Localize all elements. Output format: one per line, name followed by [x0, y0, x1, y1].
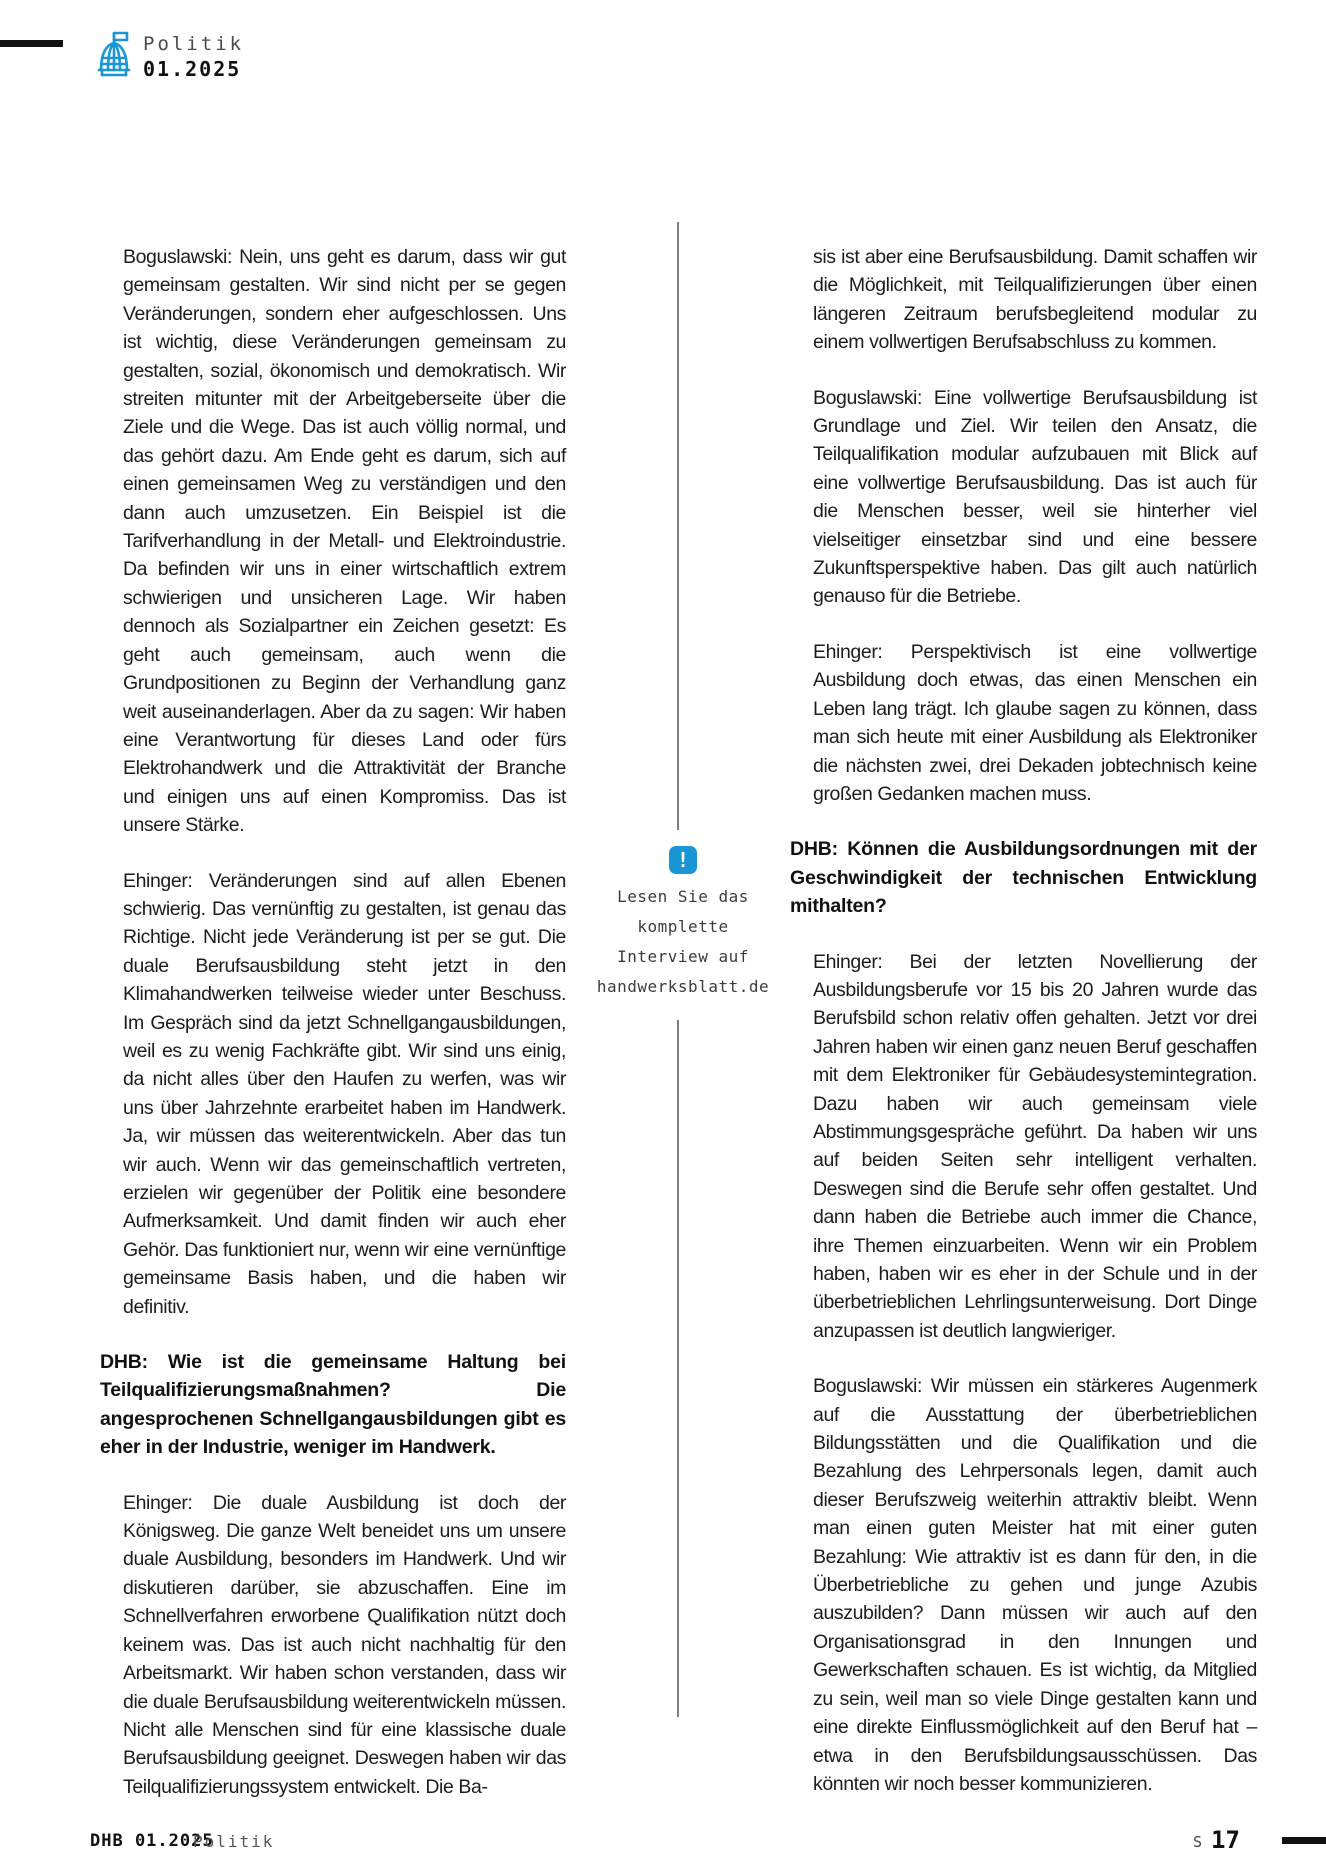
interview-answer: Ehinger: Perspektivisch ist eine vollwertige Ausbildung doch etwas, das einen Menschen ein Leben lang trägt. Ich glaube sagen zu können, dass man sich heute mit einer Ausbildung als Elektroniker die nächsten zwei, drei Dekaden jobtechnisch keine großen Gedanken machen muss. — [813, 640, 1257, 805]
gutter-rule-top — [677, 222, 679, 830]
exclamation-icon: ! — [669, 846, 697, 874]
callout-line: komplette — [637, 917, 729, 936]
callout-link: handwerksblatt.de — [596, 977, 770, 996]
info-callout — [575, 846, 791, 1002]
footer-section-label: Politik — [193, 1832, 275, 1851]
interview-answer: Boguslawski: Nein, uns geht es darum, dass wir gut gemeinsam gestalten. Wir sind nicht per se gegen Veränderungen, sondern eher aufgeschlossen. Uns ist wichtig, diese Veränderungen gemeinsam zu gestalten, sozial, ökonomisch und demokratisch. Wir streiten mitunter mit der Arbeitgeberseite über die Ziele und die Wege. Das ist auch völlig normal, und das gehört dazu. Am Ende geht es darum, sich auf einen gemeinsamen Weg zu verständigen und den dann auch umzusetzen. Ein Beispiel ist die Tarifverhandlung in der Metall- und Elektroindustrie. Da befinden wir uns in einer wirtschaftlich extrem schwierigen und unsicheren Lage. Wir haben dennoch als Sozialpartner ein Zeichen gesetzt: Es geht auch gemeinsam, auch wenn die Grundpositionen zu Beginn der Verhandlung ganz weit auseinanderlagen. Aber da zu sagen: Wir haben eine Verantwortung für dieses Land oder fürs Elektrohandwerk und die Attraktivität der Branche und einigen uns auf einen Kompromiss. Das ist unsere Stärke. — [123, 246, 566, 837]
gutter-rule-bottom — [677, 1020, 679, 1717]
header-section-label: Politik — [143, 33, 245, 55]
reichstag-dome-icon — [94, 30, 136, 78]
callout-line: Interview auf — [617, 947, 749, 966]
footer-issue-label: DHB 01.2025 — [90, 1831, 214, 1851]
page-number: 17 — [1211, 1826, 1240, 1854]
bottom-right-rule — [1282, 1837, 1326, 1844]
header-issue-label: 01.2025 — [143, 57, 242, 81]
interview-answer: Ehinger: Veränderungen sind auf allen Ebenen schwierig. Das vernünftig zu gestalten, ist genau das Richtige. Nicht jede Veränderung ist per se gut. Die duale Berufsausbildung steht jetzt in den Klimahandwerken teilweise wieder unter Beschuss. Im Gespräch sind da jetzt Schnellgangausbildungen, weil es zu wenig Fachkräfte gibt. Wir sind uns einig, da nicht alles über den Haufen zu werfen, was wir uns über Jahrzehnte erarbeitet haben im Handwerk. Ja, wir müssen das weiterentwickeln. Aber das tun wir auch. Wenn wir das gemeinschaftlich vertreten, erzielen wir gegenüber der Politik eine besondere Aufmerksamkeit. Und damit finden wir auch eher Gehör. Das funktioniert nur, wenn wir eine vernünftige gemeinsame Basis haben, und die haben wir definitiv. — [123, 869, 566, 1318]
interview-answer: Ehinger: Bei der letzten Novellierung der Ausbildungsberufe vor 15 bis 20 Jahren wurde das Berufsbild schon relativ offen gehalten. Jetzt vor drei Jahren haben wir einen ganz neuen Beruf geschaffen mit dem Elektroniker für Gebäudesystemintegration. Dazu haben wir auch gemeinsam viele Abstimmungsgespräche geführt. Da haben wir uns auf beiden Seiten sehr intelligent verhalten. Deswegen sind die Berufe sehr offen gestaltet. Und dann haben die Betriebe auch immer die Chance, ihre Themen einzuarbeiten. Wenn wir ein Problem haben, haben wir es eher in der Schule und in der überbetrieblichen Lehrlingsunterweisung. Dort Dinge anzupassen ist deutlich langwieriger. — [813, 950, 1257, 1342]
interview-question: DHB: Können die Ausbildungsordnungen mit der Geschwindigkeit der technischen Entwicklung mithalten? — [790, 838, 1257, 918]
interview-answer: Ehinger: Die duale Ausbildung ist doch der Königsweg. Die ganze Welt beneidet uns um unsere duale Ausbildung, besonders im Handwerk. Und wir diskutieren darüber, sie abzuschaffen. Eine im Schnellverfahren erworbene Qualifikation nützt doch keinem was. Das ist auch nicht nachhaltig für den Arbeitsmarkt. Wir haben schon verstanden, dass wir die duale Berufsausbildung weiterentwickeln müssen. Nicht alle Menschen sind für eine klassische duale Berufsausbildung geeignet. Deswegen haben wir das Teilqualifizierungssystem entwickelt. Die Ba- — [123, 1491, 566, 1798]
callout-line: Lesen Sie das — [617, 887, 749, 906]
interview-answer: Boguslawski: Wir müssen ein stärkeres Augenmerk auf die Ausstattung der überbetrieblichen Bildungsstätten und die Qualifikation und die Bezahlung des Lehrpersonals legen, damit auch dieser Berufszweig weiterhin attraktiv bleibt. Wenn man einen guten Meister hat mit einer guten Bezahlung: Wie attraktiv ist es dann für den, in die Überbetriebliche zu gehen und junge Azubis auszubilden? Dann müssen wir auch auf den Organisationsgrad in den Innungen und Gewerkschaften schauen. Es ist wichtig, da Mitglied zu sein, weil man so viele Dinge gestalten kann und eine direkte Einflussmöglichkeit auf den Beruf hat – etwa in den Berufsbildungsausschüssen. Das könnten wir noch besser kommunizieren. — [813, 1375, 1257, 1795]
interview-answer: Boguslawski: Eine vollwertige Berufsausbildung ist Grundlage und Ziel. Wir teilen den Ansatz, die Teilqualifikation modular aufzubauen mit Blick auf eine vollwertige Berufsausbildung. Das ist auch für die Menschen besser, weil sie hinterher viel vielseitiger einsetzbar sind und eine bessere Zukunftsperspektive haben. Das gilt auch natürlich genauso für die Betriebe. — [813, 386, 1257, 608]
page-number-prefix: S — [1193, 1833, 1203, 1851]
top-left-rule — [0, 40, 63, 47]
column-right — [790, 243, 1257, 1825]
interview-answer: sis ist aber eine Berufsausbildung. Damit schaffen wir die Möglichkeit, mit Teilqualifizierungen über einen längeren Zeitraum berufsbegleitend modular zu einem vollwertigen Berufsabschluss zu kommen. — [813, 246, 1257, 354]
interview-question: DHB: Wie ist die gemeinsame Haltung bei Teilqualifizierungsmaßnahmen? Die angesprochenen Schnellgangausbildungen gibt es eher in der Industrie, weniger im Handwerk. — [100, 1351, 566, 1459]
column-left — [100, 243, 566, 1828]
